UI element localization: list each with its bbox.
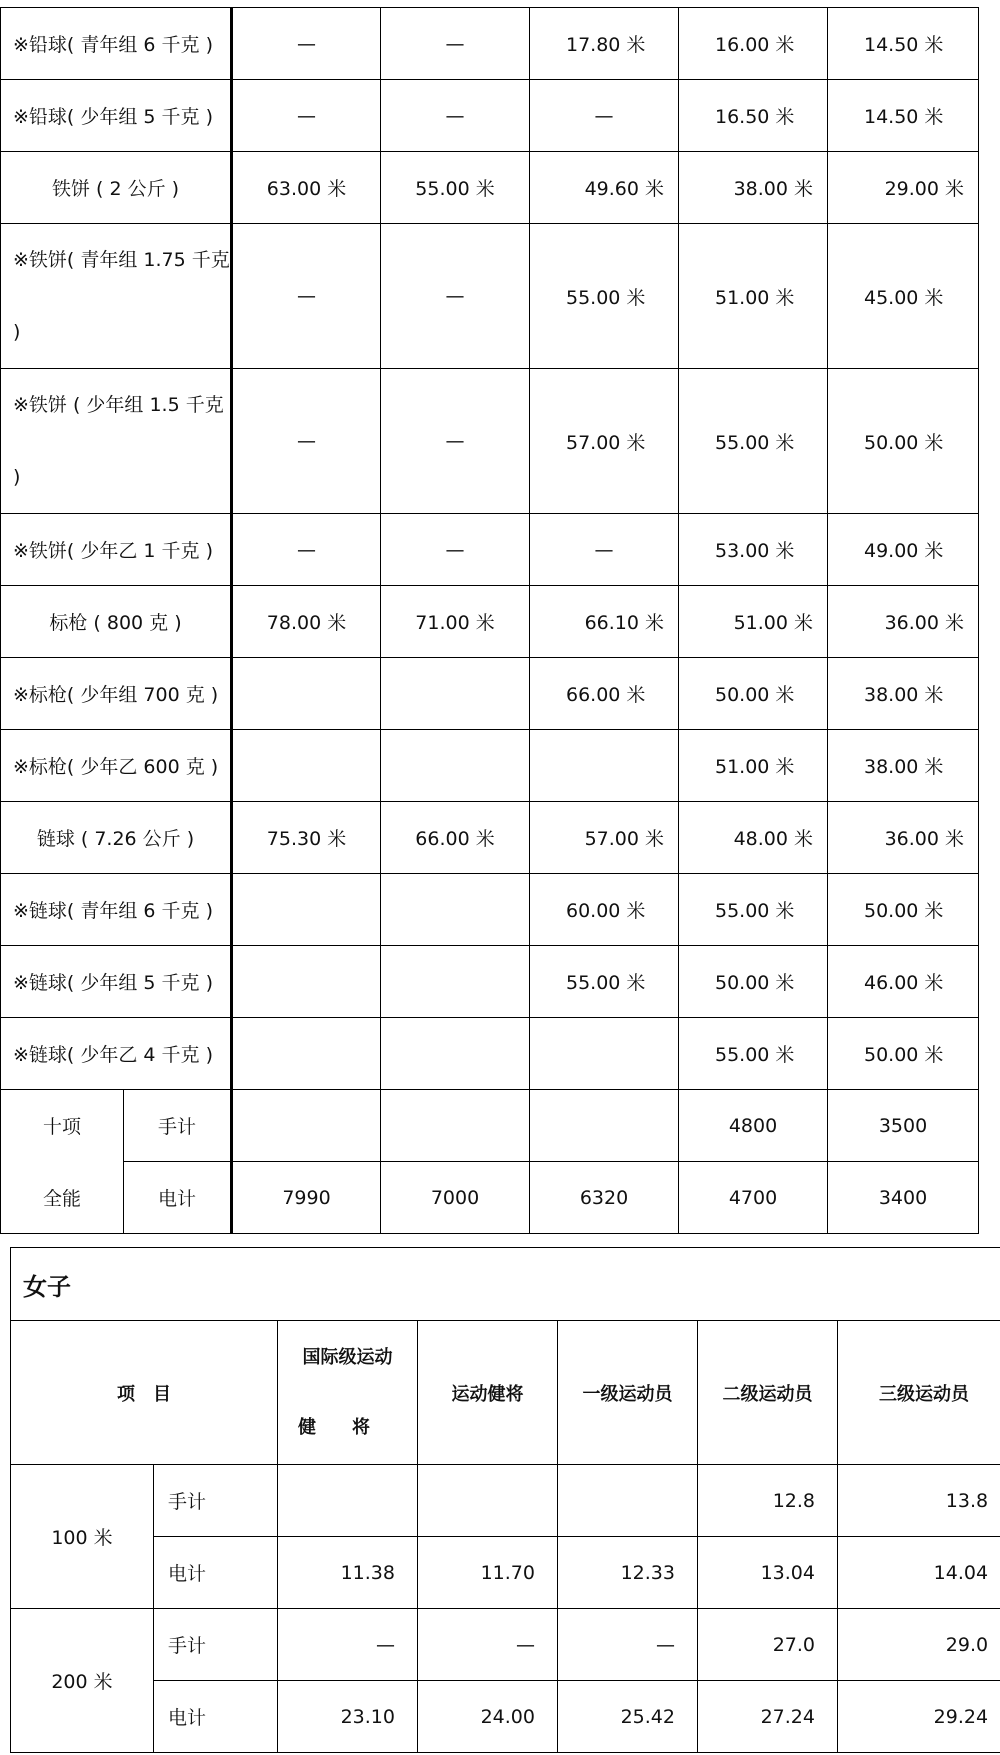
table-cell: 55.00 米 [530,224,679,369]
table-cell: 14.50 米 [828,8,979,80]
table-cell: — [381,369,530,514]
table-cell [381,1090,530,1162]
table-cell: 16.50 米 [679,80,828,152]
event-name: ※铁饼( 少年乙 1 千克 ) [1,514,232,586]
women-section-title: 女子 [11,1248,1000,1321]
table-cell: 17.80 米 [530,8,679,80]
event-name: ※链球( 青年组 6 千克 ) [1,874,232,946]
table-cell: 50.00 米 [828,1018,979,1090]
table-row [1,514,979,586]
table-cell: 4700 [679,1162,828,1234]
header-intl-line1: 国际级运动 [302,1346,393,1368]
timing-label: 电计 [154,1681,278,1753]
table-cell: 12.33 [558,1537,698,1609]
decathlon-label-bottom: 全能 [1,1162,124,1234]
table-cell: 55.00 米 [530,946,679,1018]
women-200m-electronic-row [11,1681,1000,1753]
table-row [1,730,979,802]
event-name: ※铁饼( 青年组 1.75 千克 ) [1,224,232,369]
table-cell: 27.0 [698,1609,838,1681]
table-cell: 7990 [232,1162,381,1234]
table-cell: 66.00 米 [381,802,530,874]
table-cell [381,1018,530,1090]
table-cell: 16.00 米 [679,8,828,80]
table-cell: 66.10 米 [530,586,679,658]
table-cell: 14.50 米 [828,80,979,152]
event-name: 链球 ( 7.26 公斤 ) [1,802,232,874]
men-standards-table [0,7,979,1234]
table-cell: — [381,80,530,152]
table-cell: 29.0 [838,1609,1000,1681]
women-200m-manual-row [11,1609,1000,1681]
header-first-class: 一级运动员 [558,1321,698,1465]
table-cell [381,730,530,802]
table-cell: 50.00 米 [679,946,828,1018]
table-cell: — [381,8,530,80]
table-row [1,8,979,80]
table-cell [418,1465,558,1537]
event-name: ※链球( 少年乙 4 千克 ) [1,1018,232,1090]
table-cell: 38.00 米 [828,730,979,802]
table-row [1,369,979,514]
table-cell: 55.00 米 [381,152,530,224]
table-cell: 38.00 米 [828,658,979,730]
event-name: ※铅球( 少年组 5 千克 ) [1,80,232,152]
header-intl-line2: 健 将 [298,1416,370,1438]
event-name: ※标枪( 少年乙 600 克 ) [1,730,232,802]
decathlon-label-top: 十项 [1,1090,124,1162]
table-cell: — [381,514,530,586]
event-name: 标枪 ( 800 克 ) [1,586,232,658]
table-cell: — [418,1609,558,1681]
table-cell: 57.00 米 [530,369,679,514]
table-cell [232,1018,381,1090]
table-row [1,152,979,224]
table-cell: 51.00 米 [679,730,828,802]
table-cell: 38.00 米 [679,152,828,224]
header-item: 项 目 [11,1321,278,1465]
table-cell: 29.00 米 [828,152,979,224]
table-cell [232,946,381,1018]
table-cell: 57.00 米 [530,802,679,874]
women-header-row [11,1321,1000,1465]
table-cell: 55.00 米 [679,874,828,946]
table-cell [530,730,679,802]
timing-label: 手计 [154,1609,278,1681]
table-cell: — [278,1609,418,1681]
table-cell: 48.00 米 [679,802,828,874]
table-cell: 6320 [530,1162,679,1234]
table-cell: 55.00 米 [679,369,828,514]
table-cell [530,1090,679,1162]
decathlon-electronic-row [1,1162,979,1234]
table-row [1,802,979,874]
table-cell: — [530,514,679,586]
table-row [1,224,979,369]
event-name: ※铁饼 ( 少年组 1.5 千克 ) [1,369,232,514]
table-cell: 11.38 [278,1537,418,1609]
table-cell: 11.70 [418,1537,558,1609]
event-name: ※铅球( 青年组 6 千克 ) [1,8,232,80]
table-cell: 4800 [679,1090,828,1162]
table-cell [232,1090,381,1162]
table-cell: 3400 [828,1162,979,1234]
table-cell: 49.60 米 [530,152,679,224]
table-cell: 14.04 [838,1537,1000,1609]
table-cell: 24.00 [418,1681,558,1753]
table-cell: — [381,224,530,369]
timing-label: 电计 [124,1162,232,1234]
women-100m-manual-row [11,1465,1000,1537]
table-row [1,874,979,946]
women-100m-electronic-row [11,1537,1000,1609]
table-row [1,946,979,1018]
table-cell: 25.42 [558,1681,698,1753]
table-cell: 29.24 [838,1681,1000,1753]
table-row [1,586,979,658]
table-cell [381,874,530,946]
header-international-master [278,1321,418,1465]
table-cell: 3500 [828,1090,979,1162]
table-row [1,1018,979,1090]
table-cell: 46.00 米 [828,946,979,1018]
table-cell [530,1018,679,1090]
event-200m: 200 米 [11,1609,154,1753]
table-cell: — [232,80,381,152]
timing-label: 手计 [154,1465,278,1537]
table-cell: 50.00 米 [828,369,979,514]
timing-label: 电计 [154,1537,278,1609]
header-third-class: 三级运动员 [838,1321,1000,1465]
table-cell: 45.00 米 [828,224,979,369]
table-cell [232,658,381,730]
event-name: ※链球( 少年组 5 千克 ) [1,946,232,1018]
table-cell [232,874,381,946]
table-cell: 71.00 米 [381,586,530,658]
table-cell: — [232,224,381,369]
women-title-row [11,1248,1000,1321]
table-cell: 36.00 米 [828,586,979,658]
table-cell: — [232,369,381,514]
table-cell: 63.00 米 [232,152,381,224]
table-cell: 51.00 米 [679,224,828,369]
table-cell: 78.00 米 [232,586,381,658]
timing-label: 手计 [124,1090,232,1162]
table-cell: 50.00 米 [828,874,979,946]
table-cell [381,946,530,1018]
table-cell: 51.00 米 [679,586,828,658]
event-name: 铁饼 ( 2 公斤 ) [1,152,232,224]
table-cell: 50.00 米 [679,658,828,730]
table-cell: 36.00 米 [828,802,979,874]
table-cell: 49.00 米 [828,514,979,586]
decathlon-manual-row [1,1090,979,1162]
table-cell [558,1465,698,1537]
table-cell: 27.24 [698,1681,838,1753]
table-cell: 13.8 [838,1465,1000,1537]
table-cell [381,658,530,730]
header-second-class: 二级运动员 [698,1321,838,1465]
table-cell: 13.04 [698,1537,838,1609]
table-cell [278,1465,418,1537]
table-cell: — [232,514,381,586]
women-standards-table [10,1247,1000,1753]
table-cell: 53.00 米 [679,514,828,586]
table-cell: 66.00 米 [530,658,679,730]
event-100m: 100 米 [11,1465,154,1609]
table-cell: 12.8 [698,1465,838,1537]
table-row [1,658,979,730]
table-cell: — [558,1609,698,1681]
table-cell: — [530,80,679,152]
table-cell [232,730,381,802]
table-cell: 23.10 [278,1681,418,1753]
table-cell: 60.00 米 [530,874,679,946]
table-cell: 7000 [381,1162,530,1234]
table-cell: 55.00 米 [679,1018,828,1090]
header-master: 运动健将 [418,1321,558,1465]
table-cell: 75.30 米 [232,802,381,874]
event-name: ※标枪( 少年组 700 克 ) [1,658,232,730]
table-cell: — [232,8,381,80]
table-row [1,80,979,152]
